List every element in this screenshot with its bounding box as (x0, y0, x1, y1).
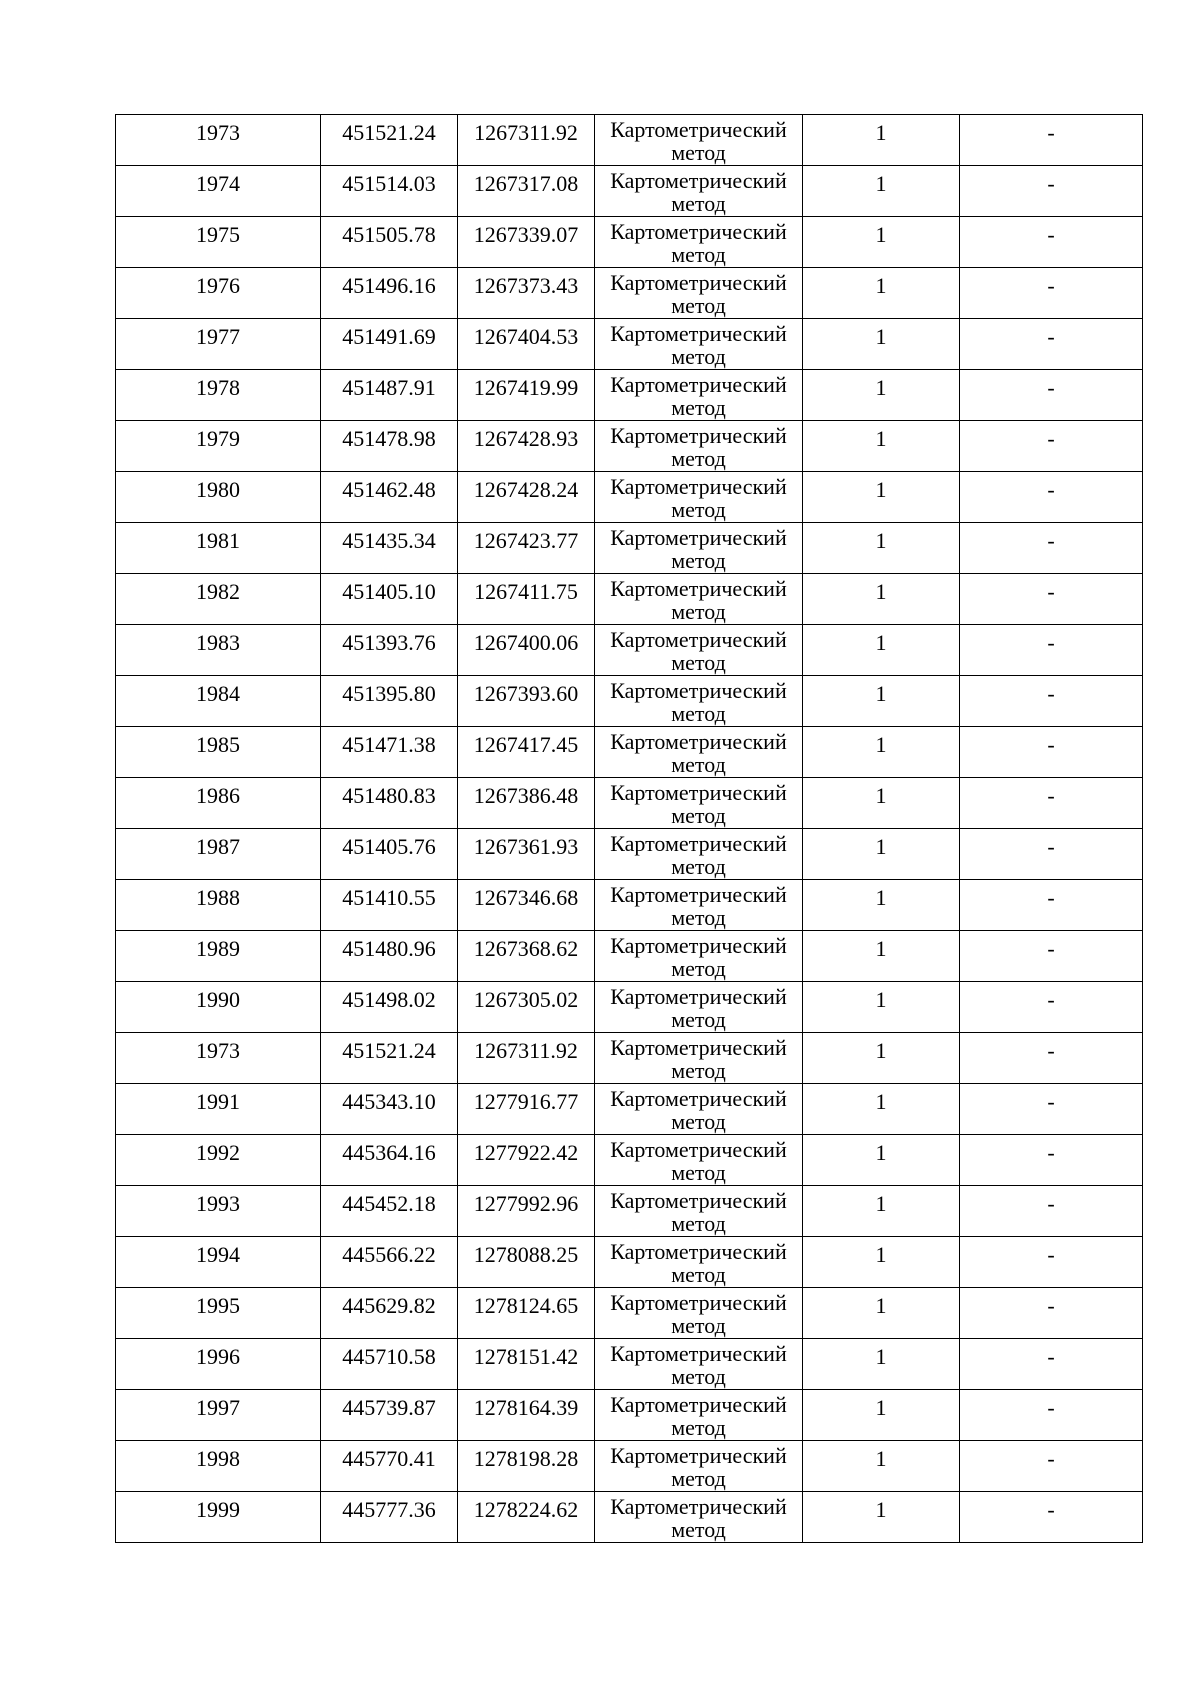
note-cell: - (960, 1339, 1143, 1390)
method-text-line2: метод (671, 191, 726, 216)
y-coordinate-cell: 1267339.07 (458, 217, 595, 268)
method-text-line1: Картометрический (610, 1443, 787, 1468)
y-coordinate-cell: 1267428.93 (458, 421, 595, 472)
accuracy-cell: 1 (803, 421, 960, 472)
note-cell: - (960, 319, 1143, 370)
method-cell (595, 880, 803, 931)
y-coordinate-cell: 1277922.42 (458, 1135, 595, 1186)
method-text-line1: Картометрический (610, 270, 787, 295)
method-text-line1: Картометрический (610, 372, 787, 397)
x-coordinate-cell: 451505.78 (321, 217, 458, 268)
method-text-line1: Картометрический (610, 1086, 787, 1111)
point-number-cell: 1997 (116, 1390, 321, 1441)
note-cell: - (960, 1441, 1143, 1492)
method-cell (595, 1084, 803, 1135)
method-cell (595, 778, 803, 829)
x-coordinate-cell: 451498.02 (321, 982, 458, 1033)
note-cell: - (960, 676, 1143, 727)
y-coordinate-cell: 1277916.77 (458, 1084, 595, 1135)
point-number-cell: 1995 (116, 1288, 321, 1339)
point-number-cell: 1974 (116, 166, 321, 217)
x-coordinate-cell: 445770.41 (321, 1441, 458, 1492)
note-cell: - (960, 982, 1143, 1033)
x-coordinate-cell: 451480.83 (321, 778, 458, 829)
method-text-line1: Картометрический (610, 1188, 787, 1213)
method-text-line2: метод (671, 344, 726, 369)
table-row (116, 472, 1143, 523)
method-text-line2: метод (671, 1211, 726, 1236)
method-text-line1: Картометрический (610, 882, 787, 907)
table-row (116, 829, 1143, 880)
method-cell (595, 1339, 803, 1390)
y-coordinate-cell: 1278151.42 (458, 1339, 595, 1390)
y-coordinate-cell: 1267411.75 (458, 574, 595, 625)
method-cell (595, 115, 803, 166)
method-text-line1: Картометрический (610, 576, 787, 601)
accuracy-cell: 1 (803, 1084, 960, 1135)
accuracy-cell: 1 (803, 829, 960, 880)
table-row (116, 1339, 1143, 1390)
point-number-cell: 1973 (116, 1033, 321, 1084)
method-text-line2: метод (671, 446, 726, 471)
table-row (116, 625, 1143, 676)
y-coordinate-cell: 1267428.24 (458, 472, 595, 523)
table-row (116, 217, 1143, 268)
method-cell (595, 625, 803, 676)
method-cell (595, 472, 803, 523)
point-number-cell: 1979 (116, 421, 321, 472)
table-row (116, 982, 1143, 1033)
point-number-cell: 1985 (116, 727, 321, 778)
x-coordinate-cell: 445343.10 (321, 1084, 458, 1135)
y-coordinate-cell: 1267393.60 (458, 676, 595, 727)
method-text-line2: метод (671, 854, 726, 879)
method-text-line2: метод (671, 1466, 726, 1491)
point-number-cell: 1984 (116, 676, 321, 727)
y-coordinate-cell: 1267386.48 (458, 778, 595, 829)
note-cell: - (960, 370, 1143, 421)
x-coordinate-cell: 445710.58 (321, 1339, 458, 1390)
method-text-line2: метод (671, 140, 726, 165)
table-row (116, 115, 1143, 166)
accuracy-cell: 1 (803, 217, 960, 268)
table-row (116, 166, 1143, 217)
method-text-line1: Картометрический (610, 780, 787, 805)
y-coordinate-cell: 1278198.28 (458, 1441, 595, 1492)
method-text-line1: Картометрический (610, 933, 787, 958)
note-cell: - (960, 1390, 1143, 1441)
table-row (116, 523, 1143, 574)
method-cell (595, 727, 803, 778)
method-cell (595, 1186, 803, 1237)
table-row (116, 1135, 1143, 1186)
note-cell: - (960, 523, 1143, 574)
table-row (116, 574, 1143, 625)
point-number-cell: 1973 (116, 115, 321, 166)
point-number-cell: 1978 (116, 370, 321, 421)
y-coordinate-cell: 1267361.93 (458, 829, 595, 880)
method-text-line2: метод (671, 701, 726, 726)
method-text-line1: Картометрический (610, 831, 787, 856)
y-coordinate-cell: 1267346.68 (458, 880, 595, 931)
note-cell: - (960, 574, 1143, 625)
note-cell: - (960, 268, 1143, 319)
y-coordinate-cell: 1267373.43 (458, 268, 595, 319)
table-row (116, 1390, 1143, 1441)
note-cell: - (960, 829, 1143, 880)
accuracy-cell: 1 (803, 1390, 960, 1441)
method-text-line1: Картометрический (610, 729, 787, 754)
point-number-cell: 1987 (116, 829, 321, 880)
note-cell: - (960, 1492, 1143, 1543)
point-number-cell: 1992 (116, 1135, 321, 1186)
table-row (116, 1186, 1143, 1237)
method-text-line2: метод (671, 1364, 726, 1389)
x-coordinate-cell: 451491.69 (321, 319, 458, 370)
accuracy-cell: 1 (803, 1033, 960, 1084)
note-cell: - (960, 1237, 1143, 1288)
y-coordinate-cell: 1267317.08 (458, 166, 595, 217)
point-number-cell: 1999 (116, 1492, 321, 1543)
x-coordinate-cell: 451480.96 (321, 931, 458, 982)
y-coordinate-cell: 1267419.99 (458, 370, 595, 421)
accuracy-cell: 1 (803, 982, 960, 1033)
accuracy-cell: 1 (803, 574, 960, 625)
accuracy-cell: 1 (803, 1288, 960, 1339)
accuracy-cell: 1 (803, 370, 960, 421)
accuracy-cell: 1 (803, 523, 960, 574)
x-coordinate-cell: 445566.22 (321, 1237, 458, 1288)
x-coordinate-cell: 451393.76 (321, 625, 458, 676)
method-text-line2: метод (671, 242, 726, 267)
table-row (116, 778, 1143, 829)
table-row (116, 880, 1143, 931)
x-coordinate-cell: 445629.82 (321, 1288, 458, 1339)
x-coordinate-cell: 451471.38 (321, 727, 458, 778)
method-cell (595, 574, 803, 625)
table-row (116, 1441, 1143, 1492)
table-row (116, 1084, 1143, 1135)
y-coordinate-cell: 1267311.92 (458, 115, 595, 166)
x-coordinate-cell: 451410.55 (321, 880, 458, 931)
method-cell (595, 1135, 803, 1186)
y-coordinate-cell: 1278164.39 (458, 1390, 595, 1441)
note-cell: - (960, 778, 1143, 829)
x-coordinate-cell: 445364.16 (321, 1135, 458, 1186)
method-text-line2: метод (671, 395, 726, 420)
x-coordinate-cell: 451435.34 (321, 523, 458, 574)
method-text-line1: Картометрический (610, 1392, 787, 1417)
method-cell (595, 1492, 803, 1543)
method-text-line1: Картометрический (610, 321, 787, 346)
method-cell (595, 1390, 803, 1441)
x-coordinate-cell: 451405.76 (321, 829, 458, 880)
method-text-line2: метод (671, 548, 726, 573)
x-coordinate-cell: 445452.18 (321, 1186, 458, 1237)
x-coordinate-cell: 445739.87 (321, 1390, 458, 1441)
accuracy-cell: 1 (803, 1441, 960, 1492)
point-number-cell: 1998 (116, 1441, 321, 1492)
note-cell: - (960, 931, 1143, 982)
method-cell (595, 1288, 803, 1339)
table-row (116, 931, 1143, 982)
point-number-cell: 1996 (116, 1339, 321, 1390)
table-row (116, 370, 1143, 421)
method-text-line2: метод (671, 1058, 726, 1083)
method-cell (595, 829, 803, 880)
y-coordinate-cell: 1278224.62 (458, 1492, 595, 1543)
method-cell (595, 1033, 803, 1084)
note-cell: - (960, 166, 1143, 217)
point-number-cell: 1989 (116, 931, 321, 982)
method-cell (595, 268, 803, 319)
table-row (116, 1492, 1143, 1543)
accuracy-cell: 1 (803, 472, 960, 523)
method-text-line2: метод (671, 599, 726, 624)
method-text-line1: Картометрический (610, 219, 787, 244)
y-coordinate-cell: 1278088.25 (458, 1237, 595, 1288)
y-coordinate-cell: 1267305.02 (458, 982, 595, 1033)
point-number-cell: 1990 (116, 982, 321, 1033)
method-text-line1: Картометрический (610, 1239, 787, 1264)
point-number-cell: 1986 (116, 778, 321, 829)
y-coordinate-cell: 1267417.45 (458, 727, 595, 778)
method-text-line2: метод (671, 803, 726, 828)
method-text-line2: метод (671, 956, 726, 981)
method-text-line2: метод (671, 650, 726, 675)
y-coordinate-cell: 1267311.92 (458, 1033, 595, 1084)
x-coordinate-cell: 451496.16 (321, 268, 458, 319)
note-cell: - (960, 1186, 1143, 1237)
method-cell (595, 982, 803, 1033)
method-text-line2: метод (671, 497, 726, 522)
point-number-cell: 1975 (116, 217, 321, 268)
accuracy-cell: 1 (803, 727, 960, 778)
table-row (116, 1288, 1143, 1339)
accuracy-cell: 1 (803, 319, 960, 370)
method-text-line2: метод (671, 752, 726, 777)
method-text-line1: Картометрический (610, 117, 787, 142)
accuracy-cell: 1 (803, 880, 960, 931)
note-cell: - (960, 727, 1143, 778)
x-coordinate-cell: 451395.80 (321, 676, 458, 727)
x-coordinate-cell: 451478.98 (321, 421, 458, 472)
accuracy-cell: 1 (803, 778, 960, 829)
method-text-line1: Картометрический (610, 423, 787, 448)
method-text-line2: метод (671, 1313, 726, 1338)
method-text-line2: метод (671, 293, 726, 318)
method-cell (595, 1237, 803, 1288)
point-number-cell: 1994 (116, 1237, 321, 1288)
point-number-cell: 1982 (116, 574, 321, 625)
table-row (116, 421, 1143, 472)
method-text-line2: метод (671, 1160, 726, 1185)
table-row (116, 268, 1143, 319)
method-cell (595, 217, 803, 268)
y-coordinate-cell: 1267423.77 (458, 523, 595, 574)
point-number-cell: 1993 (116, 1186, 321, 1237)
point-number-cell: 1977 (116, 319, 321, 370)
accuracy-cell: 1 (803, 625, 960, 676)
y-coordinate-cell: 1277992.96 (458, 1186, 595, 1237)
method-text-line2: метод (671, 1262, 726, 1287)
method-text-line2: метод (671, 1007, 726, 1032)
x-coordinate-cell: 451514.03 (321, 166, 458, 217)
table-row (116, 1237, 1143, 1288)
method-text-line2: метод (671, 905, 726, 930)
point-number-cell: 1980 (116, 472, 321, 523)
note-cell: - (960, 115, 1143, 166)
x-coordinate-cell: 451487.91 (321, 370, 458, 421)
note-cell: - (960, 1135, 1143, 1186)
method-text-line2: метод (671, 1109, 726, 1134)
method-cell (595, 676, 803, 727)
method-text-line1: Картометрический (610, 168, 787, 193)
method-cell (595, 370, 803, 421)
method-cell (595, 319, 803, 370)
x-coordinate-cell: 445777.36 (321, 1492, 458, 1543)
method-cell (595, 523, 803, 574)
method-text-line2: метод (671, 1517, 726, 1542)
method-text-line1: Картометрический (610, 678, 787, 703)
x-coordinate-cell: 451521.24 (321, 115, 458, 166)
y-coordinate-cell: 1278124.65 (458, 1288, 595, 1339)
method-cell (595, 1441, 803, 1492)
coordinates-table (115, 114, 1143, 1543)
note-cell: - (960, 1084, 1143, 1135)
note-cell: - (960, 880, 1143, 931)
method-text-line1: Картометрический (610, 525, 787, 550)
method-text-line1: Картометрический (610, 1341, 787, 1366)
table-row (116, 676, 1143, 727)
note-cell: - (960, 472, 1143, 523)
point-number-cell: 1988 (116, 880, 321, 931)
table-row (116, 1033, 1143, 1084)
method-text-line1: Картометрический (610, 1494, 787, 1519)
note-cell: - (960, 421, 1143, 472)
y-coordinate-cell: 1267368.62 (458, 931, 595, 982)
method-text-line1: Картометрический (610, 1137, 787, 1162)
y-coordinate-cell: 1267400.06 (458, 625, 595, 676)
coordinates-table-body (116, 115, 1143, 1543)
point-number-cell: 1983 (116, 625, 321, 676)
accuracy-cell: 1 (803, 1339, 960, 1390)
method-text-line2: метод (671, 1415, 726, 1440)
accuracy-cell: 1 (803, 1135, 960, 1186)
method-cell (595, 421, 803, 472)
x-coordinate-cell: 451462.48 (321, 472, 458, 523)
method-cell (595, 931, 803, 982)
method-text-line1: Картометрический (610, 627, 787, 652)
accuracy-cell: 1 (803, 268, 960, 319)
table-row (116, 727, 1143, 778)
note-cell: - (960, 1033, 1143, 1084)
note-cell: - (960, 1288, 1143, 1339)
point-number-cell: 1991 (116, 1084, 321, 1135)
y-coordinate-cell: 1267404.53 (458, 319, 595, 370)
method-text-line1: Картометрический (610, 474, 787, 499)
table-row (116, 319, 1143, 370)
accuracy-cell: 1 (803, 1492, 960, 1543)
accuracy-cell: 1 (803, 931, 960, 982)
point-number-cell: 1981 (116, 523, 321, 574)
accuracy-cell: 1 (803, 676, 960, 727)
x-coordinate-cell: 451521.24 (321, 1033, 458, 1084)
accuracy-cell: 1 (803, 115, 960, 166)
method-text-line1: Картометрический (610, 1290, 787, 1315)
note-cell: - (960, 625, 1143, 676)
point-number-cell: 1976 (116, 268, 321, 319)
method-text-line1: Картометрический (610, 984, 787, 1009)
note-cell: - (960, 217, 1143, 268)
accuracy-cell: 1 (803, 1237, 960, 1288)
x-coordinate-cell: 451405.10 (321, 574, 458, 625)
accuracy-cell: 1 (803, 166, 960, 217)
method-text-line1: Картометрический (610, 1035, 787, 1060)
method-cell (595, 166, 803, 217)
accuracy-cell: 1 (803, 1186, 960, 1237)
